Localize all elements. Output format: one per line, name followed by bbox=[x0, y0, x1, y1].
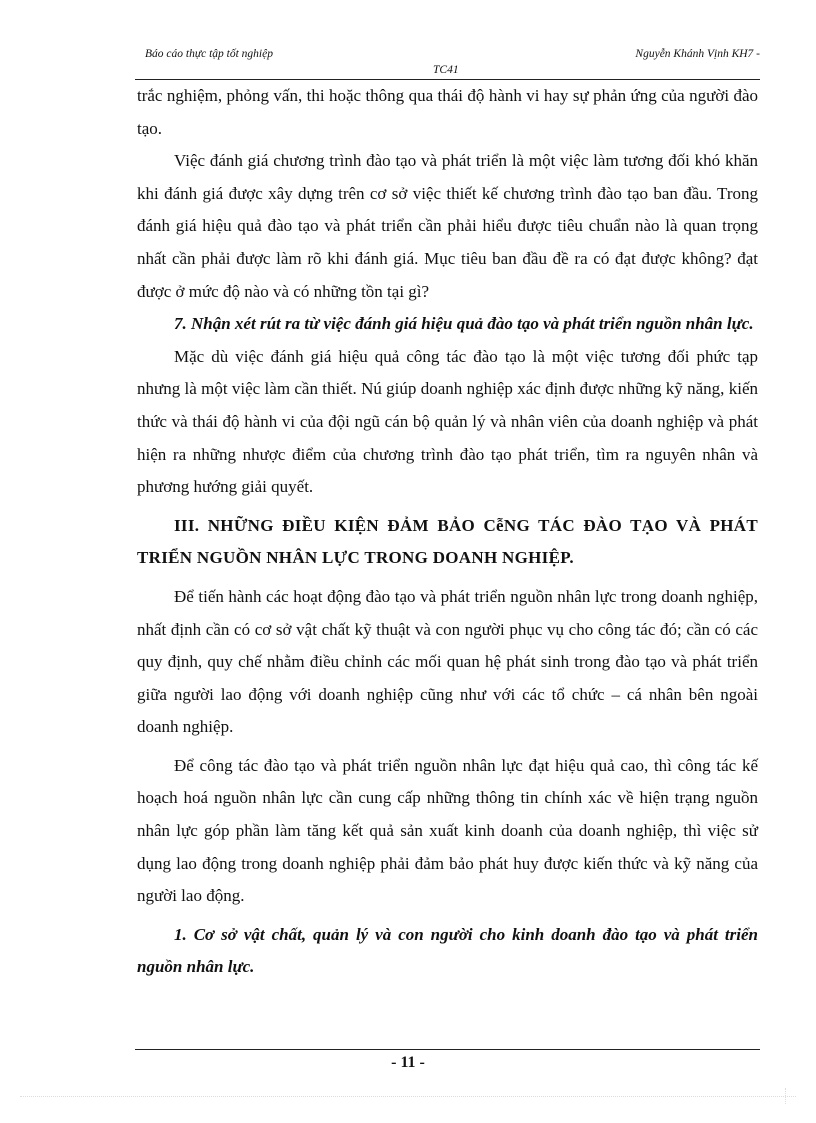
page-number: - 11 - bbox=[391, 1054, 425, 1071]
header-author-class: TC41 bbox=[433, 64, 459, 76]
header-title: Báo cáo thực tập tốt nghiệp bbox=[145, 48, 273, 60]
paragraph-conditions: Để tiến hành các hoạt động đào tạo và phát triển nguồn nhân lực trong doanh nghiệp, nhất định cần có cơ sở vật chất kỹ thuật và con người phục vụ cho công tác đó; cần có các quy định, quy chế nhằm điều chỉnh các mối quan hệ phát sinh trong đào tạo và phát triển giữa người lao động với doanh nghiệp cũng như với các tổ chức – cá nhân bên ngoài doanh nghiệp. bbox=[137, 586, 758, 737]
section-heading-1: 1. Cơ sở vật chất, quản lý và con người cho kinh doanh đào tạo và phát triển nguồn nhân lực. bbox=[137, 924, 758, 977]
page-header bbox=[135, 48, 760, 82]
section-heading-iii: III. NHỮNG ĐIỀU KIỆN ĐẢM BẢO CễNG TÁC ĐÀO TẠO VÀ PHÁT TRIỂN NGUỒN NHÂN LỰC TRONG DOANH NGHIỆP. bbox=[137, 515, 758, 568]
page-bottom-guide bbox=[20, 1096, 796, 1097]
page-corner-guide bbox=[785, 1088, 796, 1104]
header-author: Nguyễn Khánh Vịnh KH7 - bbox=[635, 48, 760, 60]
section-heading-7: 7. Nhận xét rút ra từ việc đánh giá hiệu quả đào tạo và phát triển nguồn nhân lực. bbox=[174, 314, 754, 334]
paragraph-planning: Để công tác đào tạo và phát triển nguồn nhân lực đạt hiệu quả cao, thì công tác kế hoạch hoá nguồn nhân lực cần cung cấp những thông tin chính xác về hiện trạng nguồn nhân lực góp phần làm tăng kết quả sản xuất kinh doanh của doanh nghiệp, thì việc sử dụng lao động trong doanh nghiệp phải đảm bảo phát huy được kiến thức và kỹ năng của người lao động. bbox=[137, 755, 758, 906]
paragraph-remarks: Mặc dù việc đánh giá hiệu quả công tác đào tạo là một việc tương đối phức tạp nhưng là một việc làm cần thiết. Nú giúp doanh nghiệp xác định được những kỹ năng, kiến thức và thái độ hành vi của đội ngũ cán bộ quản lý và nhân viên của doanh nghiệp và phát hiện ra những nhược điểm của chương trình đào tạo phát triển, tìm ra nguyên nhân và phương hướng giải quyết. bbox=[137, 346, 758, 497]
paragraph-evaluation: Việc đánh giá chương trình đào tạo và phát triển là một việc làm tương đối khó khăn khi đánh giá được xây dựng trên cơ sở việc thiết kế chương trình đào tạo ban đầu. Trong đánh giá hiệu quả đào tạo và phát triển cần phải hiểu được tiêu chuẩn nào là quan trọng nhất cần phải được làm rõ khi đánh giá. Mục tiêu ban đầu đề ra có đạt được không? đạt được ở mức độ nào và có những tồn tại gì? bbox=[137, 151, 758, 301]
document-body bbox=[137, 80, 758, 984]
paragraph-continued: trắc nghiệm, phỏng vấn, thi hoặc thông qua thái độ hành vi hay sự phản ứng của người đào tạo. bbox=[137, 86, 758, 138]
footer-divider bbox=[135, 1049, 760, 1050]
